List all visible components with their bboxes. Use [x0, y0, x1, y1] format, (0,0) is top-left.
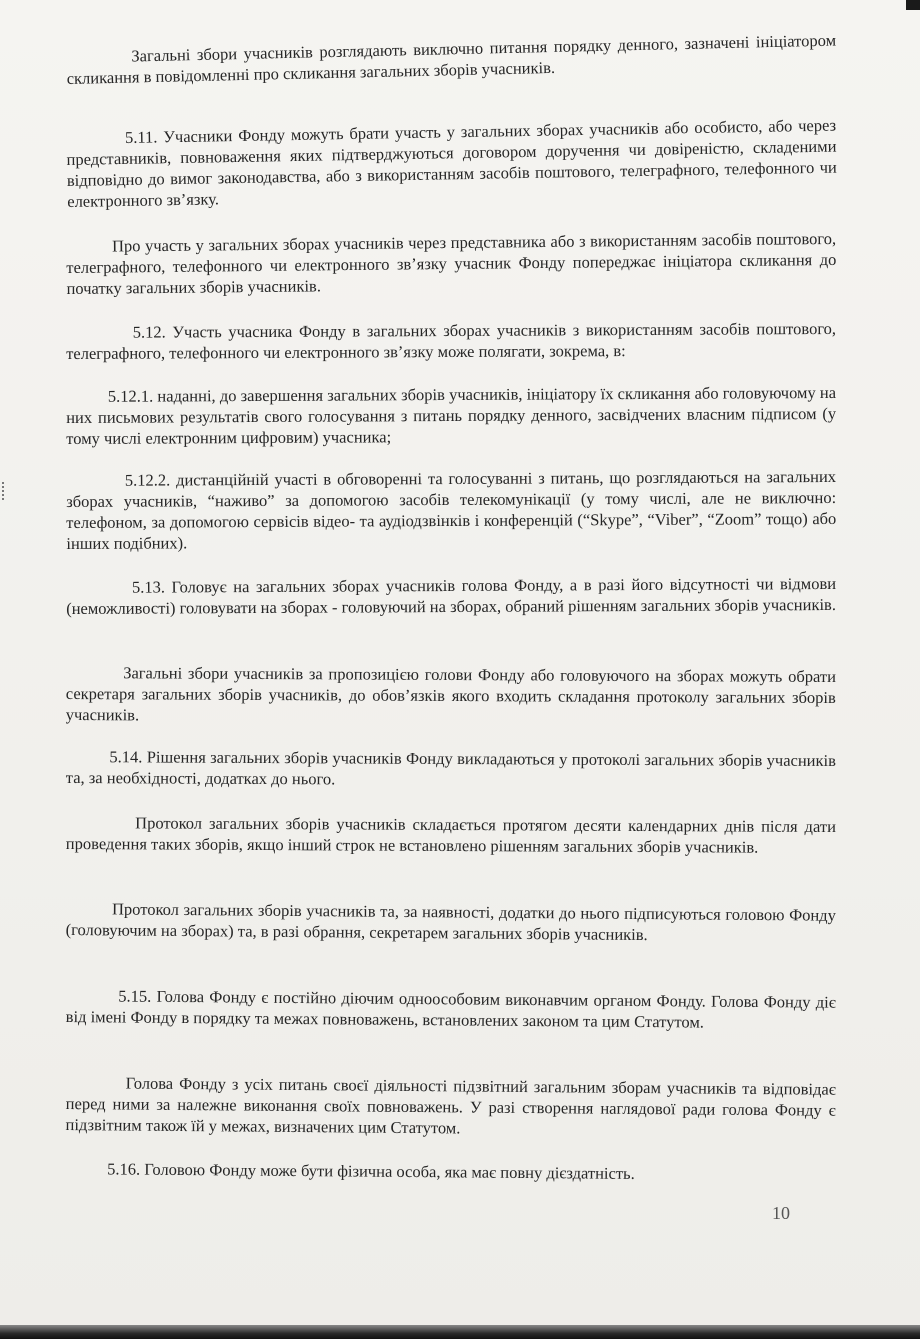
paragraph-accountability: Голова Фонду з усіх питань своєї діяльності підзвітний загальним зборам учасників та відповідає перед ними за належне виконання своїх повноважень. У разі створення наглядової ради голова Фонду є підзвітним також їй у межах, визначених цим Статутом.	[65, 1073, 836, 1138]
paragraph-representative: Про участь у загальних зборах учасників через представника або з використанням засобів поштового, телеграфного, телефонного чи електронного зв’язку учасник Фонду попереджає ініціатора скликання до початку загальних зборів учасників.	[66, 228, 837, 298]
paragraph-5-16: 5.16. Головою Фонду може бути фізична особа, яка має повну дієздатність.	[65, 1159, 635, 1183]
paragraph-5-11: 5.11. Учасники Фонду можуть брати участь у загальних зборах учасників або особисто, або через представників, повноваження яких підтверджуються договором доручення чи довіреністю, складеними відповідно до вимог законодавства, або з використанням засобів поштового, телеграфного, телефонного чи електронного зв’язку.	[66, 115, 837, 211]
scan-bottom-edge	[0, 1325, 920, 1339]
scan-corner-mark	[906, 0, 920, 10]
paragraph-5-13: 5.13. Головує на загальних зборах учасників голова Фонду, а в разі його відсутності чи відмови (неможливості) головувати на зборах - головуючий на зборах, обраний рішенням загальних зборів учасників.	[66, 573, 837, 618]
paragraph-5-15: 5.15. Голова Фонду є постійно діючим одноособовим виконавчим органом Фонду. Голова Фонду діє від імені Фонду в порядку та межах повноважень, встановлених законом та цим Статутом.	[65, 985, 836, 1032]
paragraph-5-12-1: 5.12.1. наданні, до завершення загальних зборів учасників, ініціатору їх скликання або головуючому на них письмових результатів свого голосування з питань порядку денного, засвідчених власним підписом (у тому числі електронним цифровим) учасника;	[66, 382, 837, 448]
paragraph-agenda: Загальні збори учасників розглядають виключно питання порядку денного, зазначені ініціатором скликання в повідомленні про скликання загальних зборів учасників.	[66, 30, 837, 88]
paragraph-5-14: 5.14. Рішення загальних зборів учасників Фонду викладаються у протоколі загальних зборів учасників та, за необхідності, додатках до нього.	[65, 747, 836, 789]
scan-speck	[2, 482, 8, 500]
paragraph-5-12-2: 5.12.2. дистанційній участі в обговоренні та голосуванні з питань, що розглядаються на загальних зборах учасників, “наживо” за допомогою засобів телекомунікації (у тому числі, але не виключно: телефоном, за допомогою сервісів відео- та аудіодзвінків і конференцій (“Skype”, “Viber”, “Zoom” тощо) або інших подібних).	[66, 466, 837, 553]
page-number: 10	[772, 1203, 790, 1223]
paragraph-protocol-term: Протокол загальних зборів учасників складається протягом десяти календарних днів після дати проведення таких зборів, якщо інший строк не встановлено рішенням загальних зборів учасників.	[65, 813, 836, 857]
paragraph-secretary: Загальні збори учасників за пропозицією голови Фонду або головуючого на зборах можуть обрати секретаря загальних зборів учасників, до обов’язків якого входить складання протоколу загальних зборів учасників.	[65, 663, 836, 725]
paragraph-5-12: 5.12. Участь учасника Фонду в загальних зборах учасників з використанням засобів поштового, телеграфного, телефонного чи електронного зв’язку може полягати, зокрема, в:	[66, 318, 837, 363]
paragraph-protocol-sign: Протокол загальних зборів учасників та, за наявності, додатки до нього підписуються головою Фонду (головуючим на зборах) та, в разі обрання, секретарем загальних зборів учасників.	[65, 898, 836, 945]
